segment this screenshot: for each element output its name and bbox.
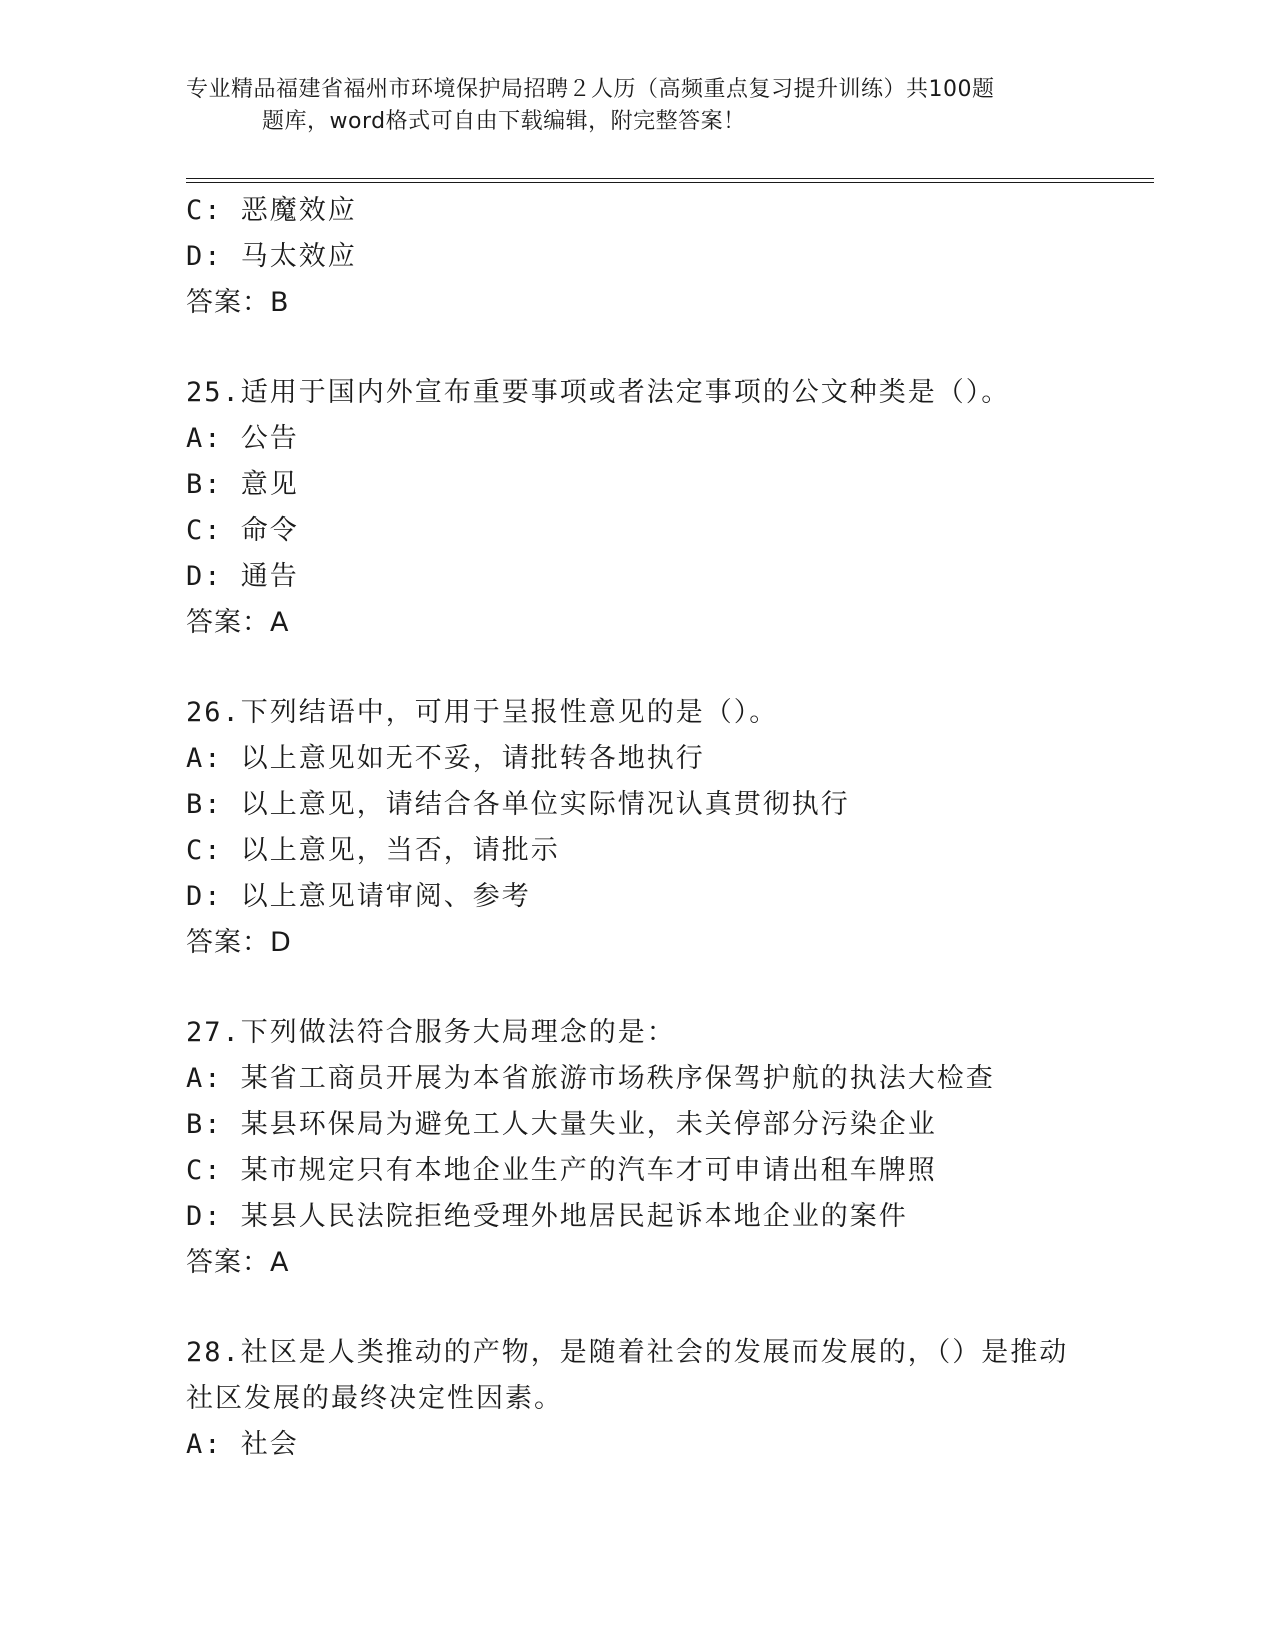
- header-title-line2: 题库，word格式可自由下载编辑，附完整答案！: [262, 109, 746, 134]
- question-24-tail: [186, 188, 1086, 326]
- option-line: C: 某市规定只有本地企业生产的汽车才可申请出租车牌照: [186, 1155, 937, 1186]
- answer-line: 答案：A: [186, 1247, 290, 1278]
- option-line: A: 以上意见如无不妥，请批转各地执行: [186, 743, 705, 774]
- option-line: D: 马太效应: [186, 241, 357, 272]
- option-line: C: 恶魔效应: [186, 195, 357, 226]
- answer-line: 答案：A: [186, 607, 290, 638]
- option-line: A: 公告: [186, 423, 299, 454]
- option-line: C: 命令: [186, 515, 299, 546]
- option-line: A: 某省工商员开展为本省旅游市场秩序保驾护航的执法大检查: [186, 1063, 995, 1094]
- answer-line: 答案：B: [186, 287, 290, 318]
- question-stem: 27.下列做法符合服务大局理念的是：: [186, 1017, 676, 1048]
- option-line: C: 以上意见，当否，请批示: [186, 835, 560, 866]
- question-25: [186, 370, 1086, 646]
- answer-line: 答案：D: [186, 927, 292, 958]
- question-27: [186, 1010, 1086, 1286]
- question-stem: 26.下列结语中，可用于呈报性意见的是（）。: [186, 697, 779, 728]
- header-title-line1: 专业精品福建省福州市环境保护局招聘２人历（高频重点复习提升训练）共100题: [186, 77, 995, 102]
- option-line: B: 某县环保局为避免工人大量失业，未关停部分污染企业: [186, 1109, 937, 1140]
- option-line: D: 以上意见请审阅、参考: [186, 881, 531, 912]
- document-body: [186, 188, 1086, 1468]
- document-header: [186, 74, 1086, 138]
- question-stem: 25.适用于国内外宣布重要事项或者法定事项的公文种类是（）。: [186, 377, 1011, 408]
- option-line: D: 通告: [186, 561, 299, 592]
- question-28: [186, 1330, 1086, 1468]
- header-rule-bottom: [186, 182, 1154, 183]
- question-stem-continued: 社区发展的最终决定性因素。: [186, 1383, 563, 1414]
- question-26: [186, 690, 1086, 966]
- question-stem: 28.社区是人类推动的产物，是随着社会的发展而发展的，（）是推动: [186, 1337, 1069, 1368]
- option-line: B: 以上意见，请结合各单位实际情况认真贯彻执行: [186, 789, 850, 820]
- header-rule-top: [186, 178, 1154, 179]
- option-line: D: 某县人民法院拒绝受理外地居民起诉本地企业的案件: [186, 1201, 908, 1232]
- option-line: A: 社会: [186, 1429, 299, 1460]
- option-line: B: 意见: [186, 469, 299, 500]
